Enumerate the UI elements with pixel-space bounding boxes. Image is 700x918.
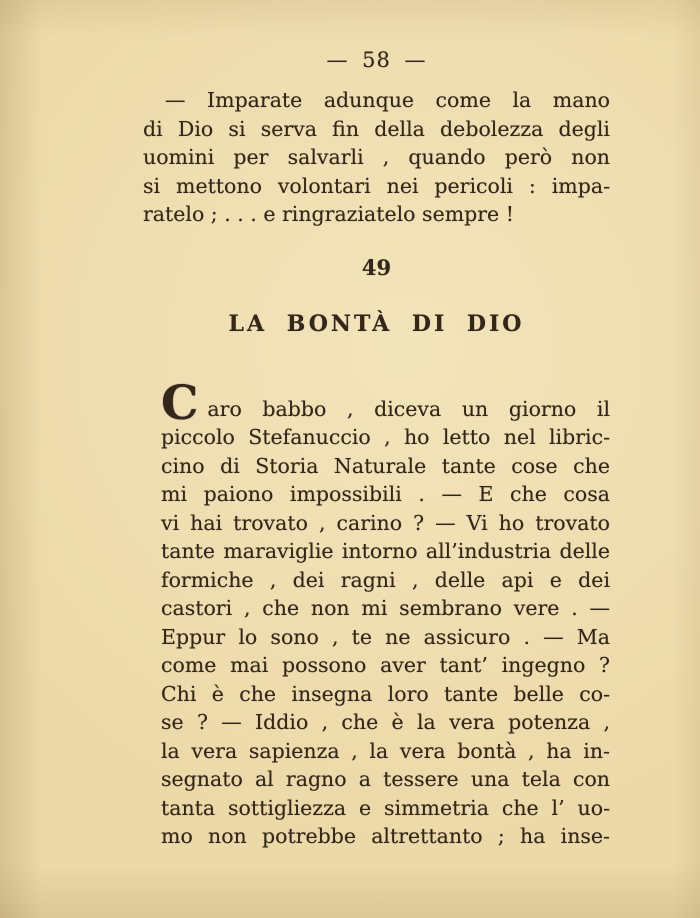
text-line: castori , che non mi sembrano vere . — (161, 596, 610, 620)
text-line: segnato al ragno a tessere una tela con (161, 767, 610, 791)
text-line: se ? — Iddio , che è la vera potenza , (161, 710, 610, 734)
text-line: tante maraviglie intorno all’industria delle (161, 539, 610, 563)
text-column (143, 48, 610, 851)
section-number: 49 (361, 254, 392, 280)
text-line: tanta sottigliezza e simmetria che l’ uo- (161, 795, 610, 820)
intro-paragraph (143, 86, 610, 229)
text-line: formiche , dei ragni , delle api e dei (161, 567, 610, 592)
first-line-text: aro babbo , diceva un giorno il (207, 396, 610, 421)
text-line: Chi è che insegna loro tante belle co- (161, 681, 610, 706)
section-title: LA BONTÀ DI DIO (228, 310, 525, 337)
text-line: ratelo ; . . . e ringraziatelo sempre ! (143, 202, 514, 226)
text-line: mi paiono impossibili . — E che cosa (161, 482, 610, 506)
paragraph-lines (161, 423, 610, 851)
first-text-line (161, 375, 610, 431)
text-line: mo non potrebbe altrettanto ; ha inse- (161, 824, 610, 848)
text-line: piccolo Stefanuccio , ho letto nel libric- (161, 425, 610, 449)
text-line: di Dio si serva fin della debolezza degli (143, 116, 610, 141)
body-paragraph (143, 375, 610, 851)
text-line: — Imparate adunque come la mano (165, 88, 610, 112)
text-line: cino di Storia Naturale tante cose che (161, 453, 610, 478)
text-line: Eppur lo sono , te ne assicuro . — Ma (161, 624, 610, 649)
text-line: si mettono volontari nei pericoli : impa- (143, 173, 610, 198)
text-line: la vera sapienza , la vera bontà , ha in- (161, 738, 610, 763)
text-line: uomini per salvarli , quando però non (143, 145, 610, 169)
drop-cap-letter: C (161, 375, 199, 431)
text-line: come mai possono aver tant’ ingegno ? (161, 653, 610, 677)
page-number: — 58 — (326, 48, 427, 72)
text-line: vi hai trovato , carino ? — Vi ho trovato (161, 510, 610, 535)
